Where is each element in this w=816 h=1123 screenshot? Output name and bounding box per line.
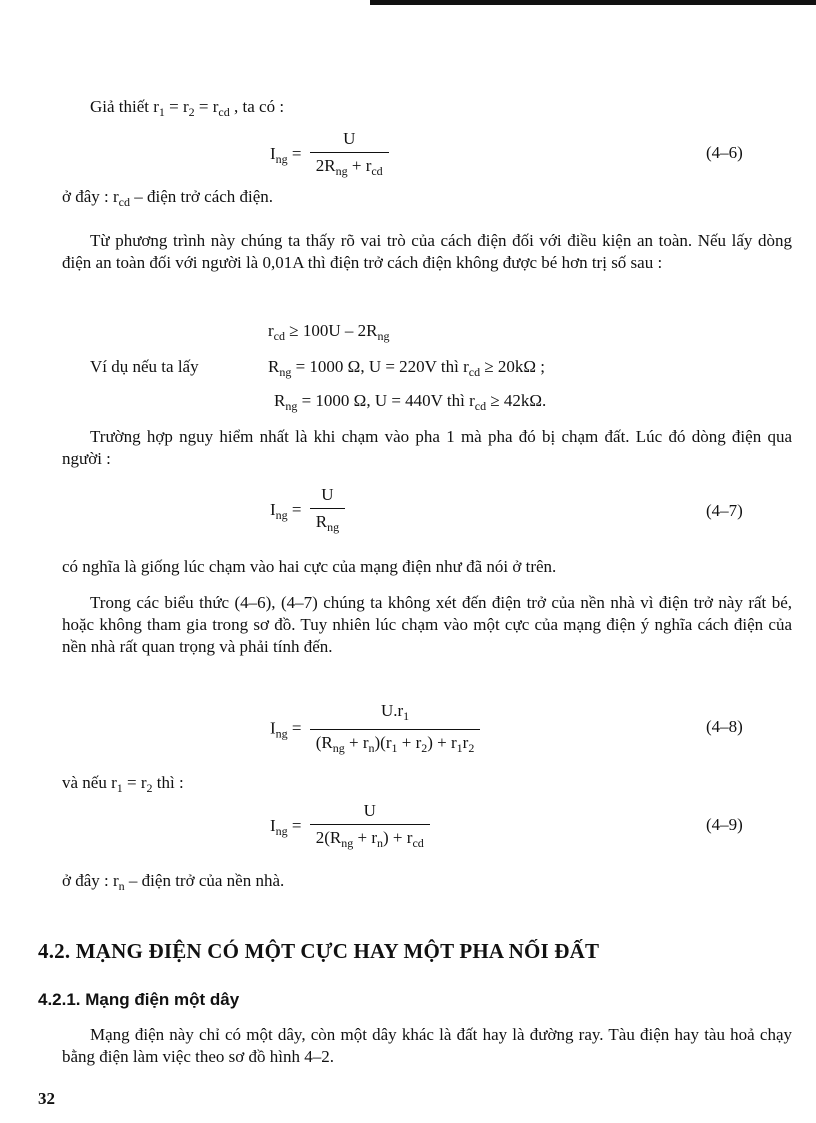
example2-end: ≥ 42kΩ. xyxy=(486,391,547,410)
subsection-heading-4-2-1: 4.2.1. Mạng điện một dây xyxy=(38,990,240,1009)
paragraph-4: Trong các biểu thức (4–6), (4–7) chúng ta không xét đến điện trở của nền nhà vì điện trở này rất bé, hoặc không tham gia trong sơ đồ. Tuy nhiên lúc chạm vào một cực của mạng điện ý nghĩa cách điện của nền nhà rất quan trọng và phải tính đến. xyxy=(62,593,792,656)
section-heading-4-2: 4.2. MẠNG ĐIỆN CÓ MỘT CỰC HAY MỘT PHA NỐI ĐẤT xyxy=(38,939,600,963)
eq47-den-text: R xyxy=(315,512,328,531)
example1-end: ≥ 20kΩ ; xyxy=(480,357,546,376)
eq49-fraction xyxy=(310,800,430,854)
equation-4-6: $I_{ng}$ = $\frac{U}{2R_{ng} + r_{cd}}$ xyxy=(270,128,389,182)
intro-text: Giả thiết r xyxy=(90,97,159,116)
note-rn-text: điện trở của nền nhà. xyxy=(141,871,285,890)
intro-line: Giả thiết $r_1 = r_2 = r_{cd}$ , ta có : xyxy=(90,97,285,119)
top-rule xyxy=(370,0,816,5)
and-if-tail: thì : xyxy=(152,773,184,792)
inequality: $r_{cd} \ge 100U - 2R_{ng}$ xyxy=(268,321,390,343)
eq47-number: (4–7) xyxy=(706,501,743,520)
example2-text: = 1000 Ω, U = 440V thì r xyxy=(297,391,475,410)
eq48-numerator: $U.r_1$ xyxy=(380,701,410,723)
eq48-denominator: $(R_{ng} + r_n)(r_1 + r_2) + r_1r_2$ xyxy=(310,729,481,759)
paragraph-3: có nghĩa là giống lúc chạm vào hai cực của mạng điện như đã nói ở trên. xyxy=(62,557,557,576)
eq49-denominator: $2(R_{ng} + r_n) + r_{cd}$ xyxy=(310,824,430,854)
note-rcd-text: điện trở cách điện. xyxy=(147,187,274,206)
eq49-numerator: U xyxy=(363,801,376,820)
example-line-1: $R_{ng} = 1000$ Ω, U = 220V thì $r_{cd} \ge 20k\Omega$ ; xyxy=(268,357,546,379)
page-number: 32 xyxy=(38,1089,55,1108)
paragraph-2: Trường hợp nguy hiểm nhất là khi chạm vào pha 1 mà pha đó bị chạm đất. Lúc đó dòng điện qua người : xyxy=(62,427,792,468)
example-line-2: $R_{ng} = 1000$ Ω, U = 440V thì $r_{cd} \ge 42k\Omega$. xyxy=(274,391,547,413)
eq48-number: (4–8) xyxy=(706,717,743,736)
eq46-fraction xyxy=(310,128,389,182)
note-rcd: ở đây : $r_{cd}$ – điện trở cách điện. xyxy=(62,187,274,209)
eq48-fraction xyxy=(310,700,481,759)
inequality-text: ≥ 100U – 2R xyxy=(289,321,378,340)
paragraph-5: Mạng điện này chỉ có một dây, còn một dây khác là đất hay là đường ray. Tàu điện hay tàu hoả chạy bằng điện làm việc theo sơ đồ hình 4–2. xyxy=(62,1025,792,1066)
and-if-line: và nếu $r_1 = r_2$ thì : xyxy=(62,773,184,795)
equation-4-8: $I_{ng}$ = $\frac{U.r_1}{(R_{ng} + r_n)(r_1 + r_2) + r_1r_2}$ xyxy=(270,700,480,759)
eq46-den-text: 2R xyxy=(315,156,336,175)
note-rn: ở đây : $r_n$ – điện trở của nền nhà. xyxy=(62,871,285,893)
eq47-numerator: U xyxy=(321,485,334,504)
equation-4-9: $I_{ng}$ = $\frac{U}{2(R_{ng} + r_n) + r_{cd}}$ xyxy=(270,800,430,854)
paragraph-1: Từ phương trình này chúng ta thấy rõ vai trò của cách điện đối với điều kiện an toàn. Nếu lấy dòng điện an toàn đối với người là 0,01A thì điện trở cách điện không được bé hơn trị số sau : xyxy=(62,231,792,272)
eq46-numerator: U xyxy=(343,129,356,148)
intro-tail: , ta có : xyxy=(229,97,285,116)
and-if-text: và nếu r xyxy=(62,773,117,792)
eq46-denominator: $2R_{ng} + r_{cd}$ xyxy=(310,152,389,182)
eq48-num-text: U.r xyxy=(380,701,404,720)
eq47-denominator: $R_{ng}$ xyxy=(310,508,345,538)
eq49-number: (4–9) xyxy=(706,815,743,834)
eq47-fraction xyxy=(310,484,345,538)
equation-4-7: $I_{ng}$ = $\frac{U}{R_{ng}}$ xyxy=(270,484,345,538)
example1-text: = 1000 Ω, U = 220V thì r xyxy=(291,357,469,376)
eq46-number: (4–6) xyxy=(706,143,743,162)
example-label: Ví dụ nếu ta lấy xyxy=(90,357,199,376)
eq46-lhs: I xyxy=(270,143,276,163)
